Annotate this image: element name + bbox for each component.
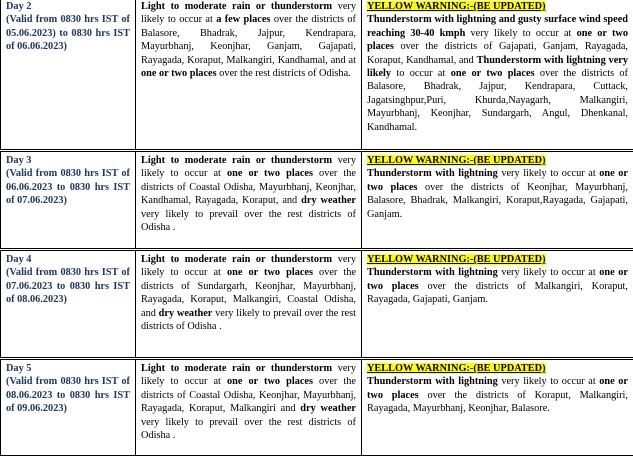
warning-cell: [362, 250, 633, 359]
warning-text: very likely to occur at: [498, 168, 600, 179]
warning-text: to occur at: [391, 68, 451, 79]
rain-emphasis: one or two places: [227, 376, 313, 387]
warning-emphasis: Thunderstorm with lightning: [367, 376, 498, 387]
rain-emphasis: dry weather: [301, 195, 356, 206]
validity-period: (Valid from 0830 hrs IST of 06.06.2023 to 0830 hrs IST of 07.06.2023): [6, 167, 130, 207]
day-cell: [1, 359, 136, 456]
rain-lead: Light to moderate rain or thunderstorm: [141, 1, 332, 12]
day-label: Day 4: [6, 253, 130, 266]
forecast-row-day-2: [1, 0, 633, 151]
rain-emphasis: one or two places: [227, 267, 313, 278]
rain-text: over the rest districts of Odisha.: [217, 68, 351, 79]
rain-text: very likely to prevail over the rest districts of Odisha .: [141, 417, 356, 441]
day-cell: [1, 250, 136, 359]
forecast-row-day-4: [1, 250, 633, 359]
warning-emphasis: one or two places: [367, 28, 628, 52]
warning-emphasis: one or two places: [367, 376, 628, 400]
rain-lead: Light to moderate rain or thunderstorm: [141, 155, 332, 166]
warning-cell: [362, 151, 633, 250]
warning-text: very likely to occur at: [498, 267, 600, 278]
day-label: Day 3: [6, 154, 130, 167]
warning-text: over the districts of Malkangiri, Koraput, Rayagada, Gajapati, Ganjam.: [367, 281, 628, 305]
rain-lead: Light to moderate rain or thunderstorm: [141, 363, 332, 374]
day-cell: [1, 151, 136, 250]
rain-text: over the districts of Sundargarh, Keonjhar, Mayurbhanj, Rayagada, Koraput, Malkangiri, Coastal Odisha, and: [141, 267, 356, 318]
warning-emphasis: one or two places: [367, 168, 628, 192]
warning-cell: [362, 359, 633, 456]
rain-text: very likely to occur at: [141, 155, 356, 179]
rain-forecast-cell: [136, 250, 362, 359]
warning-text: over the districts of Gajapati, Ganjam, Rayagada, Koraput, Kandhamal, and: [367, 41, 628, 65]
day-label: Day 2: [6, 0, 130, 13]
warning-emphasis: one or two places: [451, 68, 535, 79]
forecast-row-day-5: [1, 359, 633, 456]
warning-text: over the districts of Koraput, Malkangiri, Rayagada, Mayurbhanj, Keonjhar, Balasore.: [367, 390, 628, 414]
rain-text: very likely to prevail over the rest districts of Odisha .: [141, 308, 356, 332]
rain-text: very likely to prevail over the rest districts of Odisha .: [141, 209, 356, 233]
rain-text: very likely to occur at: [141, 1, 356, 25]
rain-forecast-cell: [136, 151, 362, 250]
warning-text: very likely to occur at: [465, 28, 576, 39]
rain-emphasis: one or two places: [141, 68, 217, 79]
day-label: Day 5: [6, 362, 130, 375]
yellow-warning-label: YELLOW WARNING:-(BE UPDATED): [367, 155, 546, 166]
rain-text: very likely to occur at: [141, 254, 356, 278]
rain-emphasis: one or two places: [227, 168, 313, 179]
rain-emphasis: dry weather: [159, 308, 213, 319]
validity-period: (Valid from 0830 hrs IST of 07.06.2023 to 0830 hrs IST of 08.06.2023): [6, 266, 130, 306]
rain-emphasis: a few places: [216, 14, 270, 25]
warning-text: very likely to occur at: [498, 376, 600, 387]
validity-period: (Valid from 0830 hrs IST of 08.06.2023 to 0830 hrs IST of 09.06.2023): [6, 375, 130, 415]
warning-emphasis: Thunderstorm with lightning: [367, 267, 498, 278]
forecast-row-day-3: [1, 151, 633, 250]
yellow-warning-label: YELLOW WARNING:-(BE UPDATED): [367, 363, 546, 374]
warning-text: over the districts of Balasore, Bhadrak, Jajpur, Kendrapara, Cuttack, Jagatsinghpur,Puri, Khurda,Nayagarh, Malkangiri, Mayurbhanj, Keonjhar, Sundargarh, Angul, Dhenkanal, Kandhamal.: [367, 68, 628, 133]
yellow-warning-label: YELLOW WARNING:-(BE UPDATED): [367, 254, 546, 265]
warning-emphasis: Thunderstorm with lightning and gusty surface wind speed reaching 30-40 kmph: [367, 14, 628, 38]
rain-text: over the districts of Coastal Odisha, Mayurbhanj, Keonjhar, Kandhamal, Rayagada, Koraput, and: [141, 168, 356, 206]
warning-text: over the districts of Keonjhar, Mayurbhanj, Balasore, Bhadrak, Malkangiri, Koraput,Rayagada, Gajapati, Ganjam.: [367, 182, 628, 220]
rain-forecast-cell: [136, 359, 362, 456]
rain-text: over the districts of Balasore, Bhadrak, Jajpur, Kendrapara, Mayurbhanj, Keonjhar, Ganjam, Gajapati, Rayagada, Koraput, Malkangiri, Kandhamal, and at: [141, 14, 356, 65]
day-cell: [1, 0, 136, 151]
rain-emphasis: dry weather: [300, 403, 356, 414]
warning-emphasis: Thunderstorm with lightning very likely: [367, 55, 628, 79]
yellow-warning-label: YELLOW WARNING:-(BE UPDATED): [367, 1, 546, 12]
validity-period: (Valid from 0830 hrs IST of 05.06.2023) to 0830 hrs IST of 06.06.2023): [6, 13, 130, 53]
warning-cell: [362, 0, 633, 151]
rain-text: over the districts of Coastal Odisha, Keonjhar, Mayurbhanj, Rayagada, Koraput, Malkangiri and: [141, 376, 356, 414]
rain-lead: Light to moderate rain or thunderstorm: [141, 254, 332, 265]
warning-emphasis: one or two places: [367, 267, 628, 291]
rain-text: very likely to occur at: [141, 363, 356, 387]
warning-emphasis: Thunderstorm with lightning: [367, 168, 498, 179]
rain-forecast-cell: [136, 0, 362, 151]
